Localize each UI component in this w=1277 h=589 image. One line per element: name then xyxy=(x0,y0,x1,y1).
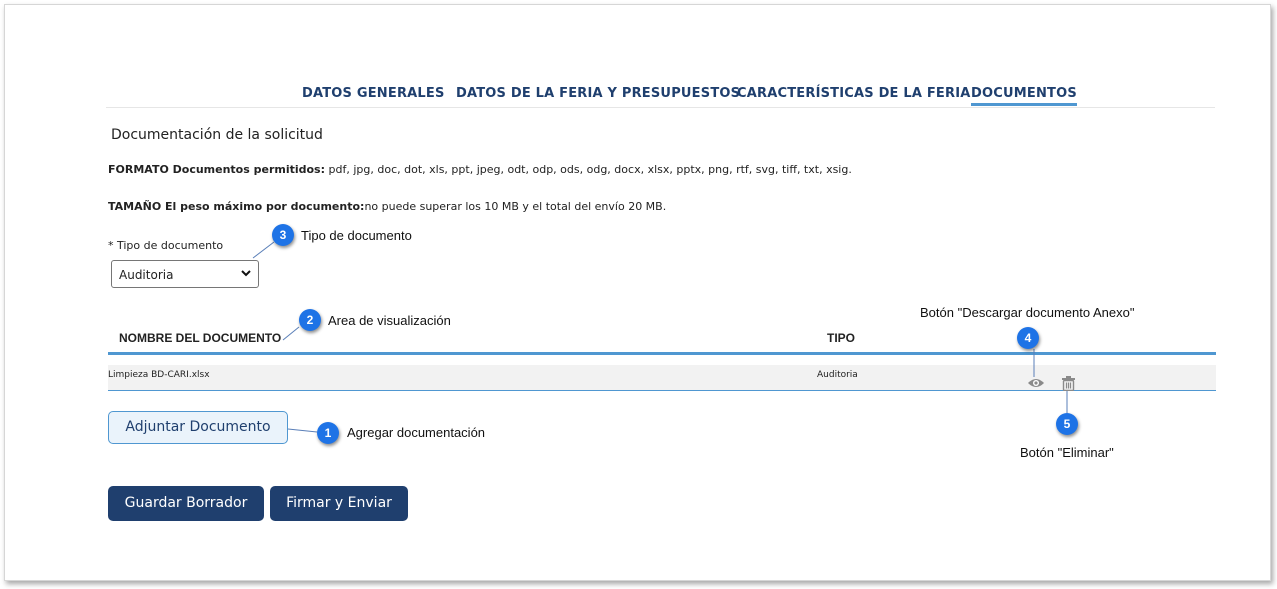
callout-4-text: Botón "Descargar documento Anexo" xyxy=(920,305,1135,320)
callout-2-badge: 2 xyxy=(299,309,321,331)
tabs-divider xyxy=(106,107,1215,108)
format-info-label: FORMATO Documentos permitidos: xyxy=(108,163,326,176)
doc-type-select[interactable] xyxy=(111,260,259,288)
attach-document-button[interactable]: Adjuntar Documento xyxy=(108,411,288,444)
tab-documentos[interactable]: DOCUMENTOS xyxy=(971,86,1077,106)
callout-2-text: Area de visualización xyxy=(328,313,451,328)
size-info xyxy=(108,200,666,213)
document-name-cell: Limpieza BD-CARI.xlsx xyxy=(108,370,210,380)
callout-1-text: Agregar documentación xyxy=(347,425,486,440)
callout-3-text: Tipo de documento xyxy=(301,228,412,243)
document-type-cell: Auditoria xyxy=(817,370,858,380)
sign-send-button[interactable]: Firmar y Enviar xyxy=(270,486,408,521)
eye-icon[interactable] xyxy=(1027,377,1045,389)
doc-type-label: * Tipo de documento xyxy=(108,239,224,252)
column-header-name: NOMBRE DEL DOCUMENTO xyxy=(119,331,282,345)
save-draft-button[interactable]: Guardar Borrador xyxy=(108,486,264,521)
callout-1-badge: 1 xyxy=(317,422,339,444)
callout-3-badge: 3 xyxy=(272,224,294,246)
format-info-text: pdf, jpg, doc, dot, xls, ppt, jpeg, odt, odp, ods, odg, docx, xlsx, pptx, png, rtf, svg, tiff, txt, xsig. xyxy=(325,163,852,176)
table-header-divider xyxy=(108,352,1216,355)
callout-4-badge: 4 xyxy=(1017,327,1039,349)
tab-datos-generales[interactable]: DATOS GENERALES xyxy=(302,86,445,101)
tab-caracteristicas-feria[interactable]: CARACTERÍSTICAS DE LA FERIA xyxy=(737,86,971,101)
format-info xyxy=(108,163,852,176)
size-info-label: TAMAÑO El peso máximo por documento: xyxy=(108,200,365,213)
chevron-down-icon xyxy=(240,266,252,280)
trash-icon[interactable] xyxy=(1062,376,1075,391)
column-header-type: TIPO xyxy=(827,331,856,345)
doc-type-selected-value: Auditoria xyxy=(119,268,174,282)
callout-5-text: Botón "Eliminar" xyxy=(1020,445,1114,460)
section-title: Documentación de la solicitud xyxy=(111,127,323,143)
table-row xyxy=(108,365,1216,391)
callout-5-badge: 5 xyxy=(1056,413,1078,435)
size-info-text: no puede superar los 10 MB y el total del envío 20 MB. xyxy=(364,200,667,213)
tab-datos-feria-presupuestos[interactable]: DATOS DE LA FERIA Y PRESUPUESTOS xyxy=(456,86,741,101)
